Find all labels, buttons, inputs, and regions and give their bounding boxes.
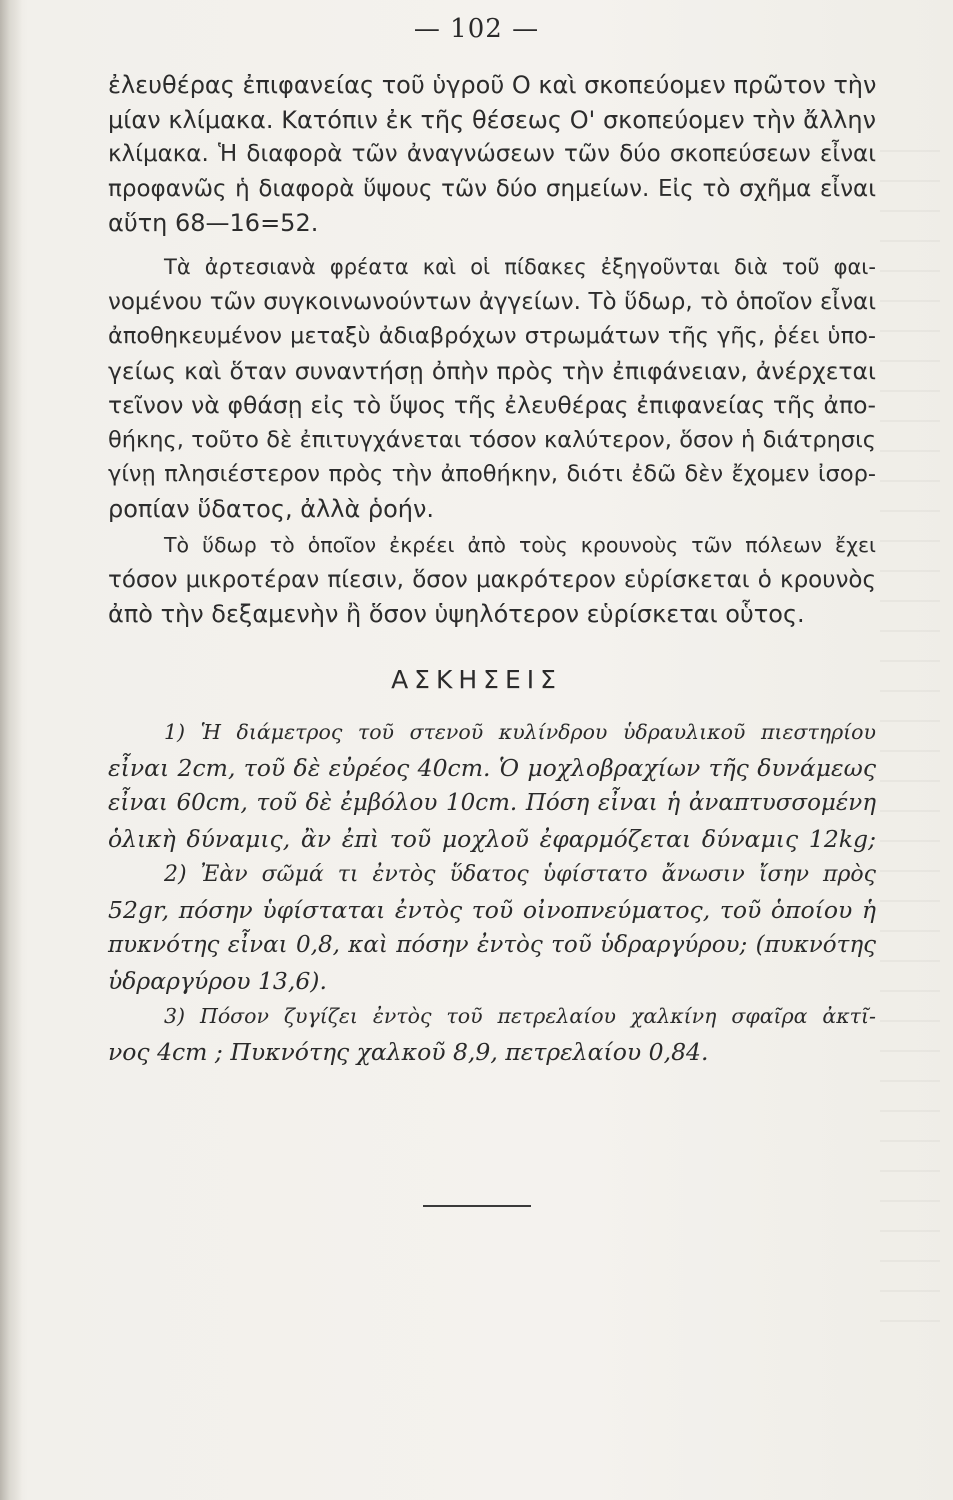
text-line: αὕτη 68—16=52.	[108, 209, 319, 237]
text-line: κλίμακα. Ἡ διαφορὰ τῶν ἀναγνώσεων τῶν δύο σκοπεύσεων εἶναι	[108, 141, 876, 167]
exercise-line: 1) Ἡ διάμετρος τοῦ στενοῦ κυλίνδρου ὑδραυλικοῦ πιεστηρίου	[164, 720, 876, 744]
paragraph-city-water	[108, 528, 876, 632]
text-line: γίνῃ πλησιέστερον πρὸς τὴν ἀποθήκην, διότι ἐδῶ δὲν ἔχομεν ἰσορ-	[108, 461, 876, 487]
exercise-line: πυκνότης εἶναι 0,8, καὶ πόσην ἐντὸς τοῦ ὑδραργύρου; (πυκνότης	[108, 932, 876, 958]
exercises-heading: ΑΣΚΗΣΕΙΣ	[391, 665, 562, 694]
paragraph-leveling	[108, 68, 876, 241]
text-line: μίαν κλίμακα. Κατόπιν ἐκ τῆς θέσεως Ο' σκοπεύομεν τὴν ἄλλην	[108, 105, 876, 134]
exercise-line: 3) Πόσον ζυγίζει ἐντὸς τοῦ πετρελαίου χαλκίνη σφαῖρα ἀκτῖ-	[164, 1004, 876, 1028]
paragraph-artesian-wells	[108, 250, 876, 526]
section-divider-rule	[423, 1205, 531, 1207]
text-line: Τὰ ἀρτεσιανὰ φρέατα καὶ οἱ πίδακες ἐξηγοῦνται διὰ τοῦ φαι-	[164, 255, 876, 279]
page-number: — 102 —	[413, 14, 540, 44]
bleed-through-texture	[880, 150, 940, 1350]
text-line: τόσον μικροτέραν πίεσιν, ὅσον μακρότερον εὑρίσκεται ὁ κρουνὸς	[108, 566, 876, 593]
exercise-line: εἶναι 2cm, τοῦ δὲ εὐρέος 40cm. Ὁ μοχλοβραχίων τῆς δυνάμεως	[108, 753, 876, 782]
text-line: ἀπὸ τὴν δεξαμενὴν ἢ ὅσον ὑψηλότερον εὑρίσκεται οὗτος.	[108, 600, 805, 628]
text-line: προφανῶς ἡ διαφορὰ ὕψους τῶν δύο σημείων. Εἰς τὸ σχῆμα εἶναι	[108, 175, 876, 202]
text-line: ἀποθηκευμένον μεταξὺ ἀδιαβρόχων στρωμάτων τῆς γῆς, ῥέει ὑπο-	[108, 323, 876, 349]
exercise-line: εἶναι 60cm, τοῦ δὲ ἐμβόλου 10cm. Πόση εἶναι ἡ ἀναπτυσσομένη	[108, 790, 876, 816]
page-binding-shadow	[0, 0, 22, 1500]
exercise-line: ὑδραργύρου 13,6).	[108, 966, 327, 995]
text-line: γείως καὶ ὅταν συναντήσῃ ὀπὴν πρὸς τὴν ἐπιφάνειαν, ἀνέρχεται	[108, 356, 876, 385]
exercise-line: 52gr, πόσην ὑφίσταται ἐντὸς τοῦ οἰνοπνεύματος, τοῦ ὁποίου ἡ	[108, 895, 876, 924]
text-line: νομένου τῶν συγκοινωνούντων ἀγγείων. Τὸ ὕδωρ, τὸ ὁποῖον εἶναι	[108, 288, 876, 315]
exercise-line: 2) Ἐὰν σῶμά τι ἐντὸς ὕδατος ὑφίστατο ἄνωσιν ἴσην πρὸς	[164, 862, 876, 887]
exercise-line: ὁλικὴ δύναμις, ἂν ἐπὶ τοῦ μοχλοῦ ἐφαρμόζεται δύναμις 12kg;	[108, 824, 876, 853]
text-line: ἐλευθέρας ἐπιφανείας τοῦ ὑγροῦ Ο καὶ σκοπεύομεν πρῶτον τὴν	[108, 71, 877, 99]
text-line: θήκης, τοῦτο δὲ ἐπιτυγχάνεται τόσον καλύτερον, ὅσον ἡ διάτρησις	[108, 426, 876, 453]
text-line: Τὸ ὕδωρ τὸ ὁποῖον ἐκρέει ἀπὸ τοὺς κρουνοὺς τῶν πόλεων ἔχει	[164, 533, 876, 557]
exercises-list	[108, 715, 876, 1070]
text-line: τεῖνον νὰ φθάσῃ εἰς τὸ ὕψος τῆς ἐλευθέρας ἐπιφανείας τῆς ἀπο-	[108, 391, 876, 419]
exercise-line: νος 4cm ; Πυκνότης χαλκοῦ 8,9, πετρελαίου 0,84.	[108, 1037, 709, 1066]
text-line: ροπίαν ὕδατος, ἀλλὰ ῥοήν.	[108, 494, 435, 523]
